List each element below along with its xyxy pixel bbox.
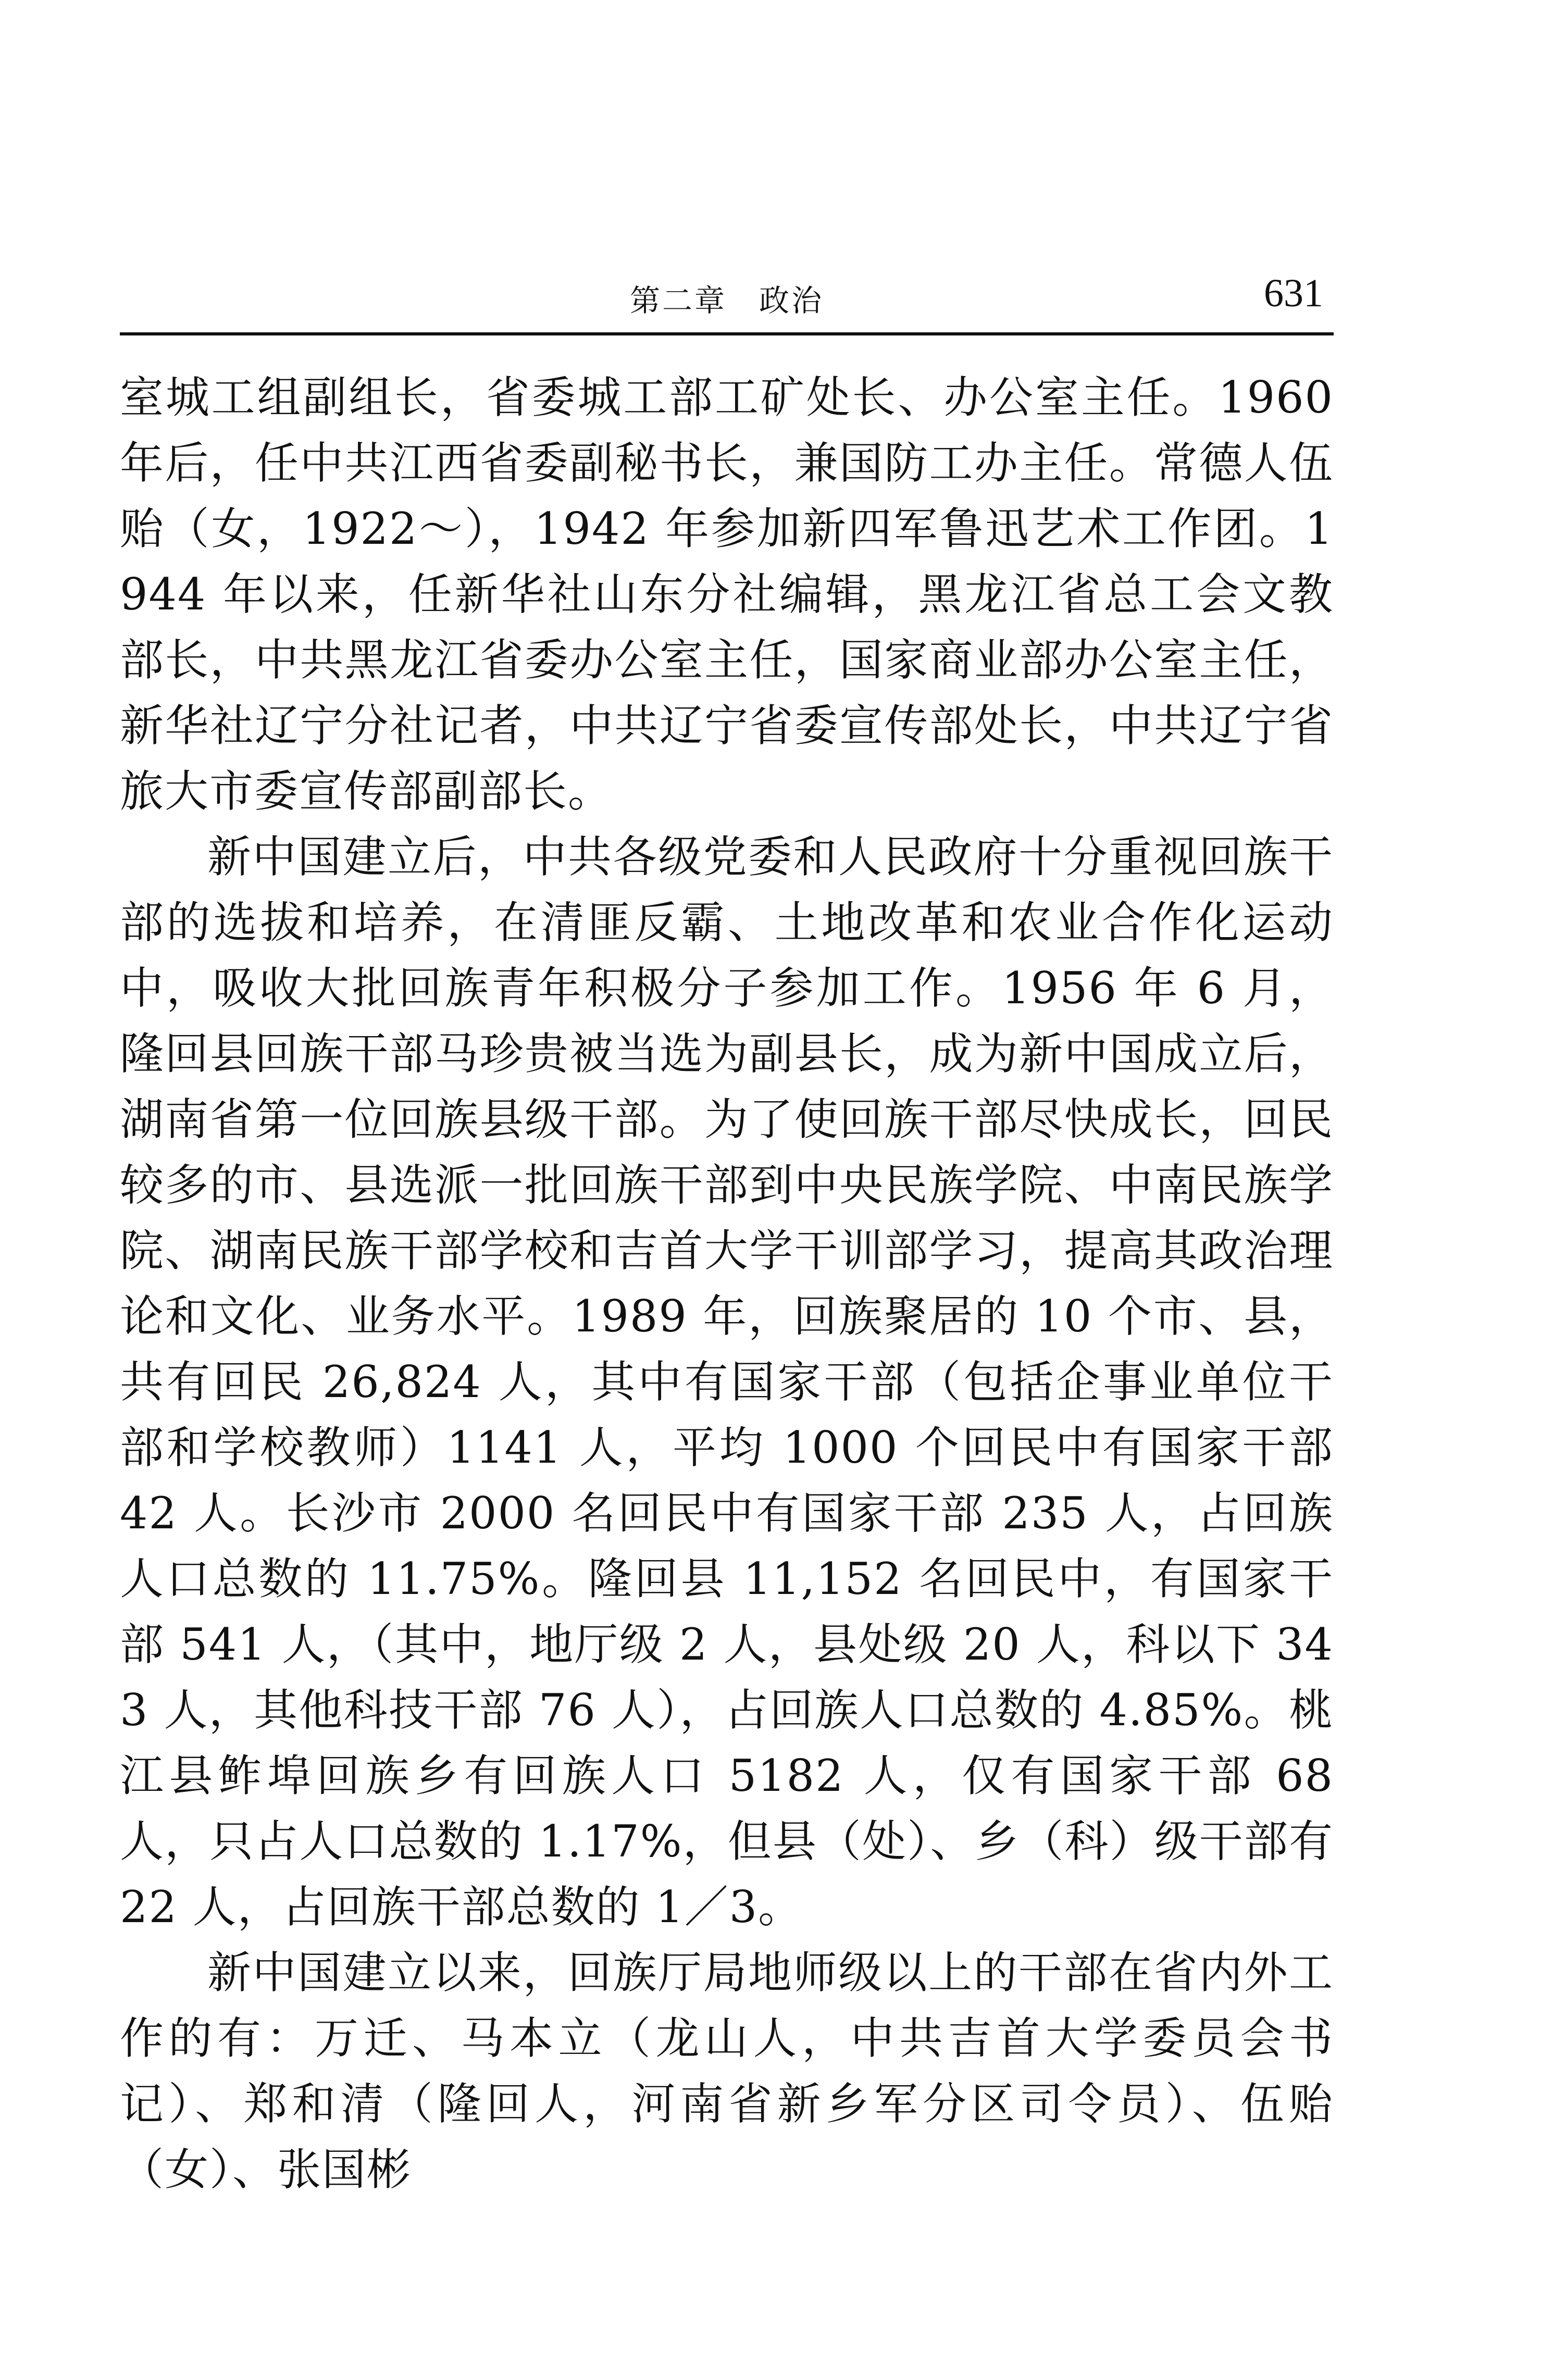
paragraph-senior-cadres: 新中国建立以来，回族厅局地师级以上的干部在省内外工作的有：万迁、马本立（龙山人，中共吉首大学委员会书记）、郑和清（隆回人，河南省新乡军分区司令员）、伍贻（女）、张国彬 [120, 1947, 1334, 2195]
body-text [120, 365, 1334, 2202]
header-rule [120, 332, 1334, 335]
running-head [120, 271, 1334, 328]
paragraph-continuation: 室城工组副组长，省委城工部工矿处长、办公室主任。1960 年后，任中共江西省委副秘书长，兼国防工办主任。常德人伍贻（女，1922～），1942 年参加新四军鲁迅艺术工作团。1944 年以来，任新华社山东分社编辑，黑龙江省总工会文教部长，中共黑龙江省委办公室主任，国家商业部办公室主任，新华社辽宁分社记者，中共辽宁省委宣传部处长，中共辽宁省旅大市委宣传部副部长。 [120, 372, 1334, 817]
page-number: 631 [1264, 271, 1323, 315]
paragraph-cadre-training: 新中国建立后，中共各级党委和人民政府十分重视回族干部的选拔和培养，在清匪反霸、土地改革和农业合作化运动中，吸收大批回族青年积极分子参加工作。1956 年 6 月，隆回县回族干部马珍贵被当选为副县长，成为新中国成立后，湖南省第一位回族县级干部。为了使回族干部尽快成长，回民较多的市、县选派一批回族干部到中央民族学院、中南民族学院、湖南民族干部学校和吉首大学干训部学习，提高其政治理论和文化、业务水平。1989 年，回族聚居的 10 个市、县，共有回民 26,824 人，其中有国家干部（包括企事业单位干部和学校教师）1141 人，平均 1000 个回民中有国家干部 42 人。长沙市 2000 名回民中有国家干部 235 人，占回族人口总数的 11.75%。隆回县 11,152 名回民中，有国家干部 541 人，（其中，地厅级 2 人，县处级 20 人，科以下 343 人，其他科技干部 76 人），占回族人口总数的 4.85%。桃江县鲊埠回族乡有回族人口 5182 人，仅有国家干部 68 人，只占人口总数的 1.17%，但县（处）、乡（科）级干部有 22 人，占回族干部总数的 1／3。 [120, 831, 1334, 1933]
chapter-title: 第二章 政治 [629, 283, 824, 318]
